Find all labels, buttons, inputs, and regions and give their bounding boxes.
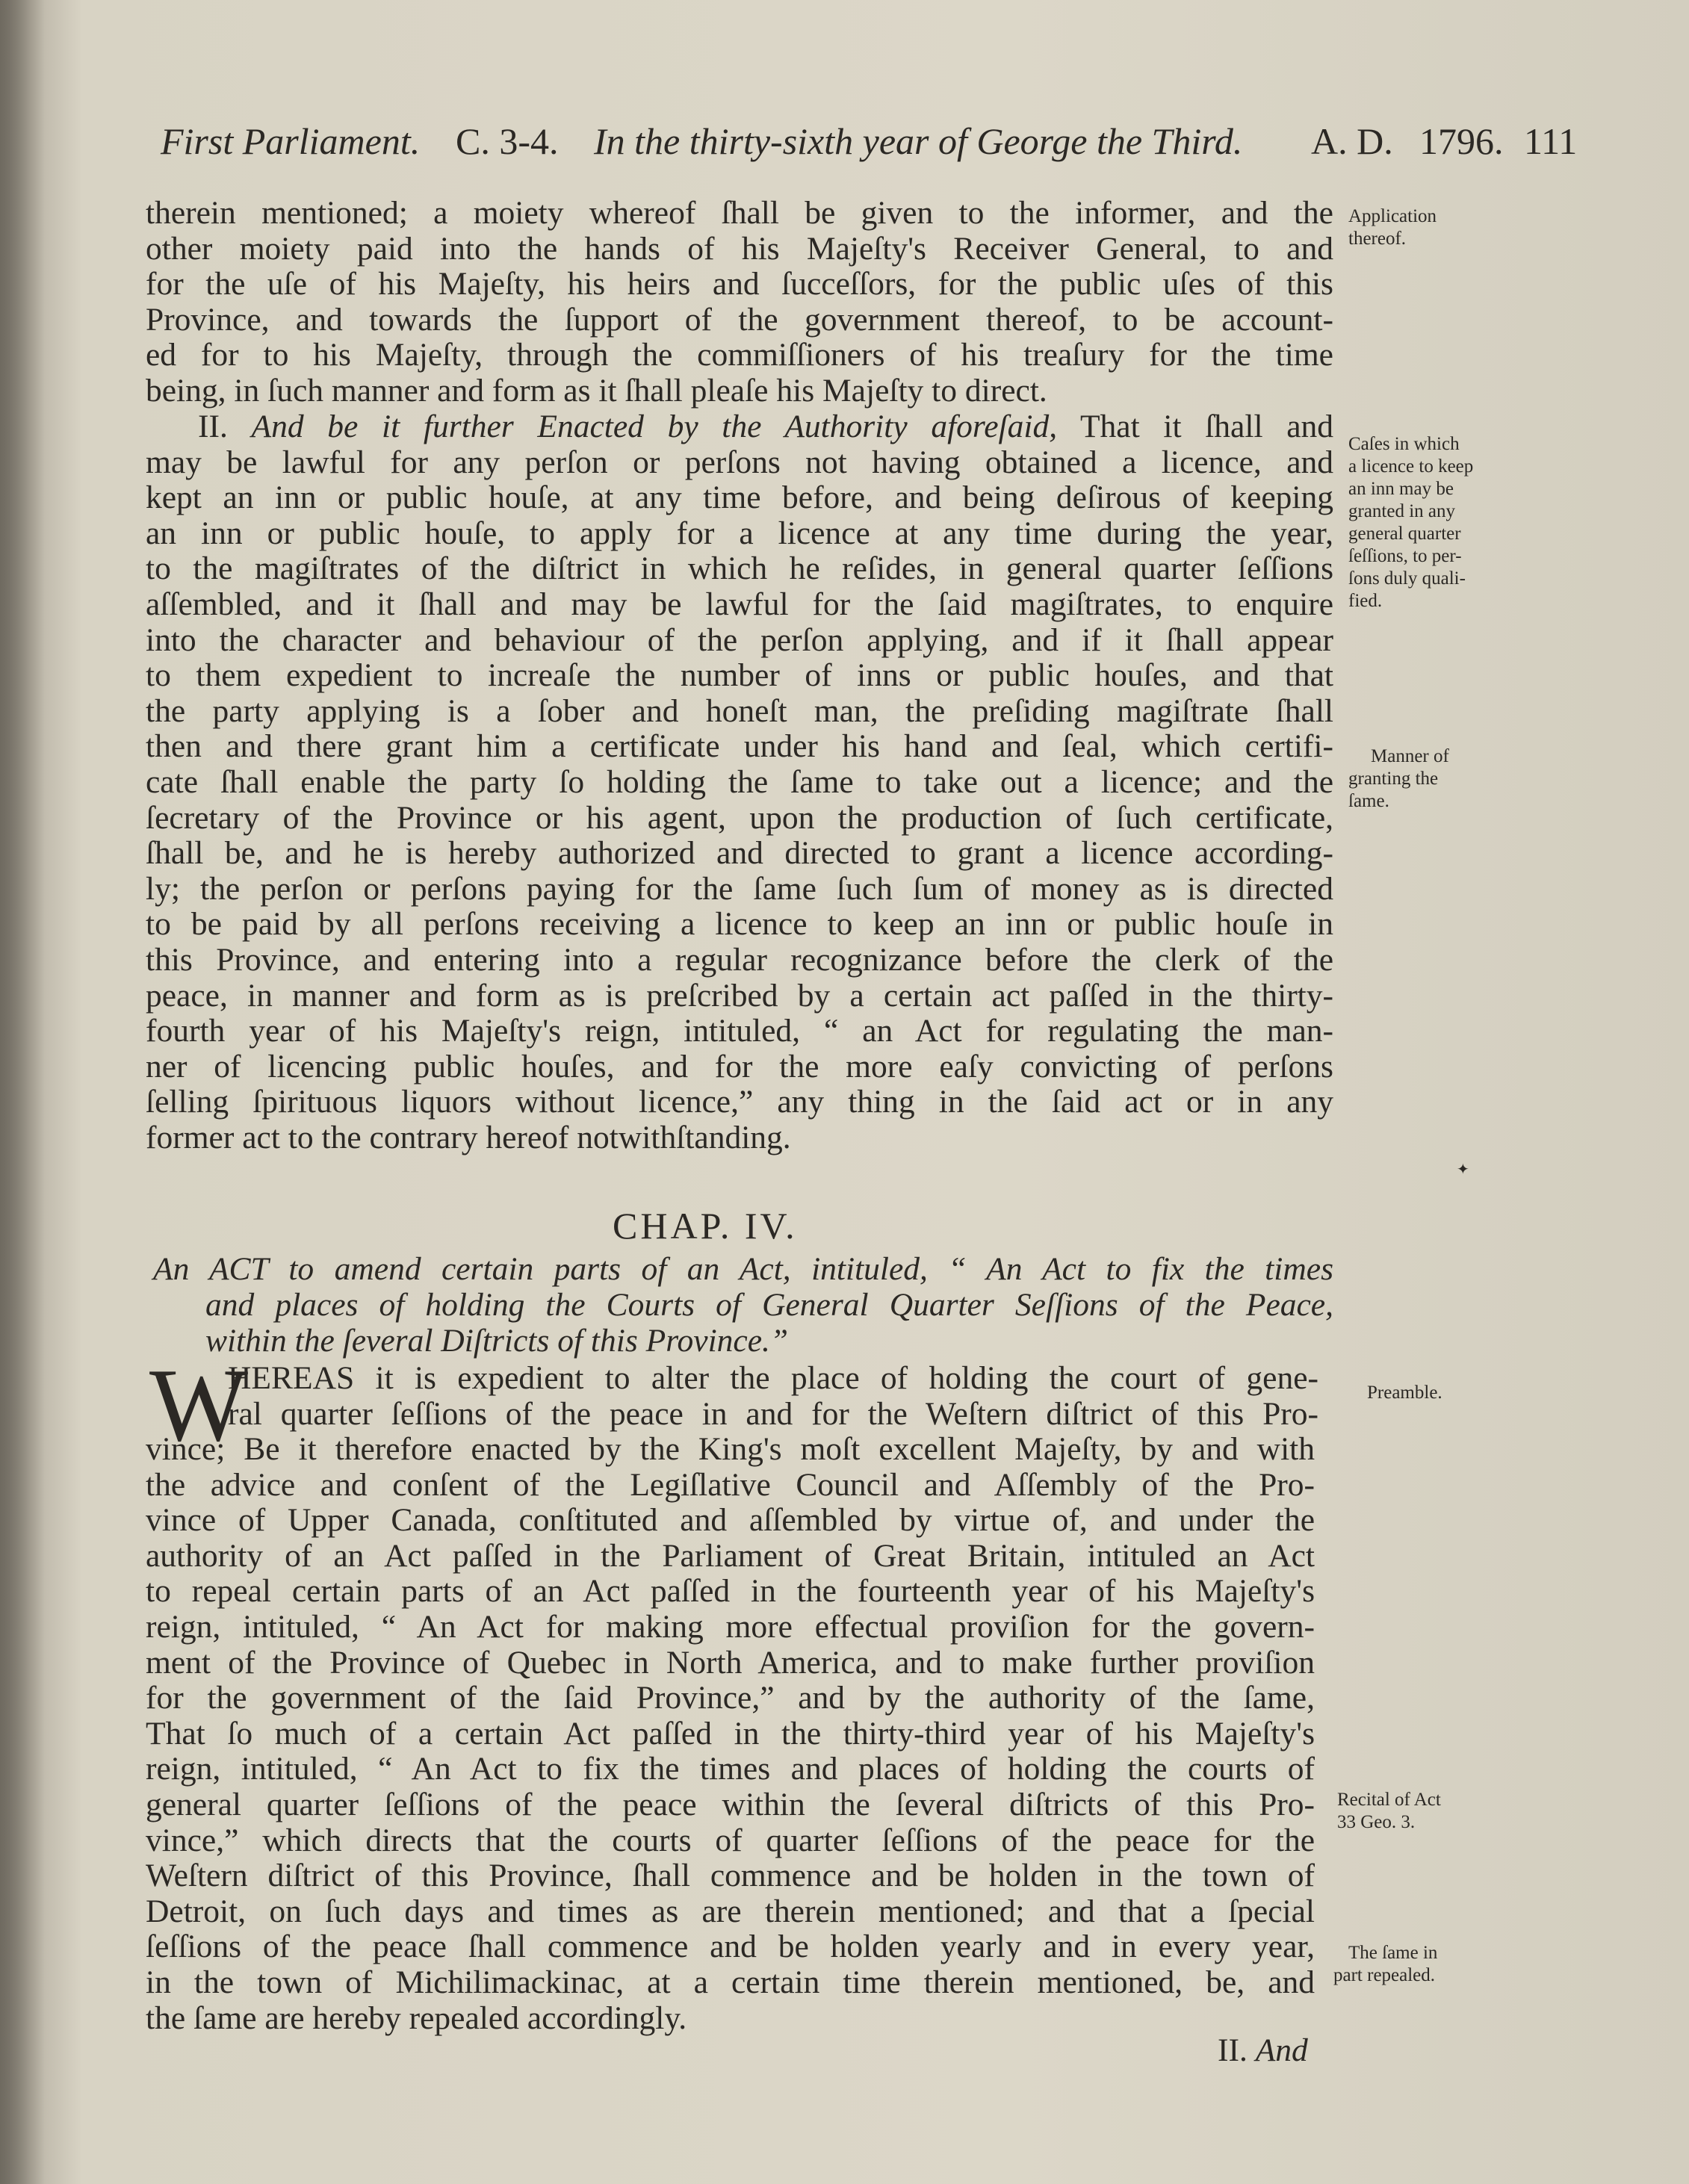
enacting-clause: And be it further Enacted by the Authority aforeſaid, (251, 409, 1058, 444)
margin-note-application (1348, 205, 1487, 250)
text-line: ner of licencing public houſes, and for the more eaſy convicting of perſons (146, 1048, 1333, 1085)
text-line: general quarter ſeſſions of the peace within the ſeveral diſtricts of this Pro- (146, 1786, 1315, 1822)
header-parliament: First Parliament. (161, 120, 421, 162)
header-ad: A. D. (1311, 120, 1393, 162)
margin-note-cases (1348, 433, 1487, 612)
text-line: ſhall be, and he is hereby authorized and directed to grant a licence according- (146, 835, 1333, 872)
margin-note-line: Preamble. (1367, 1383, 1442, 1403)
margin-note-line: The ſame in (1348, 1943, 1438, 1963)
text-line: vince,” which directs that the courts of quarter ſeſſions of the peace for the (146, 1822, 1315, 1858)
text-line: vince of Upper Canada, conſtituted and aſſembled by virtue of, and under the (146, 1502, 1315, 1539)
text-line: peace, in manner and form as is preſcribed by a certain act paſſed in the thirty- (146, 977, 1333, 1014)
margin-note-line: thereof. (1348, 229, 1407, 249)
text-line: ſelling ſpirituous liquors without licence,” any thing in the ſaid act or in any (146, 1084, 1333, 1120)
text-line: ly; the perſon or perſons paying for the ſame ſuch ſum of money as is directed (146, 870, 1333, 907)
margin-note-line: Application (1348, 206, 1437, 226)
text-line: reign, intituled, “ An Act for making more effectual proviſion for the govern- (146, 1608, 1315, 1645)
text-line: to them expedient to increaſe the number of inns or public houſes, and that (146, 657, 1333, 694)
page-number: 111 (1524, 120, 1578, 162)
text-line: That ſo much of a certain Act paſſed in the thirty-third year of his Majeſty's (146, 1715, 1315, 1752)
text-line: vince; Be it therefore enacted by the King's moſt excellent Majeſty, by and with (146, 1431, 1315, 1467)
margin-note-line: Manner of (1371, 746, 1449, 766)
catchword-word: And (1255, 2032, 1308, 2068)
chapter-four-text (146, 1432, 1315, 2036)
margin-note-preamble (1367, 1382, 1505, 1404)
text-line: therein mentioned; a moiety whereof ſhall be given to the informer, and the (146, 195, 1333, 231)
header-chapter: C. 3-4. (456, 120, 559, 162)
text-line: the advice and conſent of the Legiſlative Council and Aſſembly of the Pro- (146, 1466, 1315, 1503)
margin-note-manner (1348, 745, 1487, 813)
text-line: other moiety paid into the hands of his Majeſty's Receiver General, to and (146, 230, 1333, 267)
text-line: HEREAS it is expedient to alter the place of holding the court of gene- (228, 1360, 1318, 1396)
act-title-line: An ACT to amend certain parts of an Act, intituled, “ An Act to fix the times (153, 1251, 1333, 1287)
margin-note-line: part repealed. (1333, 1965, 1436, 1985)
margin-note-line: a licence to keep (1348, 456, 1474, 477)
catchword (1218, 2032, 1308, 2069)
chapter-heading: CHAP. IV. (613, 1205, 798, 1247)
text-line: Weſtern diſtrict of this Province, ſhall commence and be holden in the town of (146, 1858, 1315, 1894)
ink-spot-icon: ✦ (1457, 1161, 1469, 1178)
text-line: ral quarter ſeſſions of the peace in and for the Weſtern diſtrict of this Pro- (228, 1395, 1318, 1432)
text-line: for the government of the ſaid Province,” and by the authority of the ſame, (146, 1680, 1315, 1716)
text-line: the party applying is a ſober and honeſt man, the preſiding magiſtrate ſhall (146, 692, 1333, 729)
page-spine-shadow (0, 0, 45, 2184)
section-two-number: II. (198, 409, 228, 444)
text-line: ſecretary of the Province or his agent, upon the production of ſuch certificate, (146, 799, 1333, 836)
text-line: this Province, and entering into a regular recognizance before the clerk of the (146, 941, 1333, 978)
text-line: ed for to his Majeſty, through the commiſſioners of his treaſury for the time (146, 337, 1333, 373)
text-line: cate ſhall enable the party ſo holding the ſame to take out a licence; and the (146, 763, 1333, 800)
text-line: Province, and towards the ſupport of the government thereof, to be account- (146, 301, 1333, 338)
chapter-four-opening (228, 1361, 1318, 1432)
act-title (153, 1251, 1333, 1359)
text-line: Detroit, on ſuch days and times as are therein mentioned; and that a ſpecial (146, 1893, 1315, 1929)
text-line: then and there grant him a certificate under his hand and ſeal, which certifi- (146, 728, 1333, 765)
margin-note-line: ſons duly quali- (1348, 568, 1466, 589)
text-line: reign, intituled, “ An Act to fix the times and places of holding the courts of (146, 1751, 1315, 1787)
margin-note-line: granting the (1348, 769, 1439, 789)
text-line: to repeal certain parts of an Act paſſed in the fourteenth year of his Majeſty's (146, 1573, 1315, 1610)
section-one-text (146, 196, 1333, 409)
margin-note-line: Recital of Act (1337, 1790, 1441, 1810)
text-line: ſeſſions of the peace ſhall commence and be holden yearly and in every year, (146, 1929, 1315, 1965)
margin-note-line: Caſes in which (1348, 434, 1460, 454)
margin-note-line: fied. (1348, 591, 1383, 611)
text-line: fourth year of his Majeſty's reign, intituled, “ an Act for regulating the man- (146, 1013, 1333, 1049)
text-line: to be paid by all perſons receiving a licence to keep an inn or public houſe in (146, 906, 1333, 943)
margin-note-repealed (1333, 1942, 1472, 1987)
text-line: an inn or public houſe, to apply for a licence at any time during the year, (146, 515, 1333, 551)
text-line: for the uſe of his Majeſty, his heirs and ſucceſſors, for the public uſes of this (146, 266, 1333, 303)
header-year-text: In the thirty-sixth year of George the Third. (594, 120, 1243, 162)
act-title-line: within the ſeveral Diſtricts of this Province.” (205, 1323, 789, 1359)
text-line: authority of an Act paſſed in the Parliament of Great Britain, intituled an Act (146, 1537, 1315, 1574)
margin-note-line: an inn may be (1348, 479, 1454, 499)
margin-note-line: ſame. (1348, 791, 1389, 811)
running-header (161, 120, 1578, 179)
drop-cap: W (149, 1347, 249, 1463)
text-line: aſſembled, and it ſhall and may be lawful for the ſaid magiſtrates, to enquire (146, 586, 1333, 622)
section-two-lead (146, 409, 1333, 445)
text-line: kept an inn or public houſe, at any time before, and being deſirous of keeping (146, 480, 1333, 516)
text-line: into the character and behaviour of the perſon applying, and if it ſhall appear (146, 621, 1333, 658)
margin-note-recital (1337, 1789, 1475, 1834)
text-line: being, in ſuch manner and form as it ſhall pleaſe his Majeſty to direct. (146, 372, 1047, 409)
act-title-line: and places of holding the Courts of General Quarter Seſſions of the Peace, (205, 1287, 1333, 1323)
catchword-number: II. (1218, 2032, 1248, 2068)
text-line: former act to the contrary hereof notwithſtanding. (146, 1119, 791, 1155)
margin-note-line: general quarter (1348, 524, 1461, 544)
text-line: in the town of Michilimackinac, at a certain time therein mentioned, be, and (146, 1964, 1315, 2000)
section-two-lead-rest: That it ſhall and (1079, 409, 1334, 444)
text-line: may be lawful for any perſon or perſons not having obtained a licence, and (146, 444, 1333, 480)
text-line: to the magiſtrates of the diſtrict in which he reſides, in general quarter ſeſſions (146, 550, 1333, 587)
margin-note-line: 33 Geo. 3. (1337, 1812, 1416, 1832)
text-line: the ſame are hereby repealed accordingly. (146, 2000, 687, 2036)
margin-note-line: granted in any (1348, 501, 1456, 521)
text-line: ment of the Province of Quebec in North America, and to make further proviſion (146, 1644, 1315, 1681)
section-two-text (146, 409, 1333, 1155)
header-year: 1796. (1419, 120, 1504, 162)
margin-note-line: ſeſſions, to per- (1348, 546, 1462, 566)
